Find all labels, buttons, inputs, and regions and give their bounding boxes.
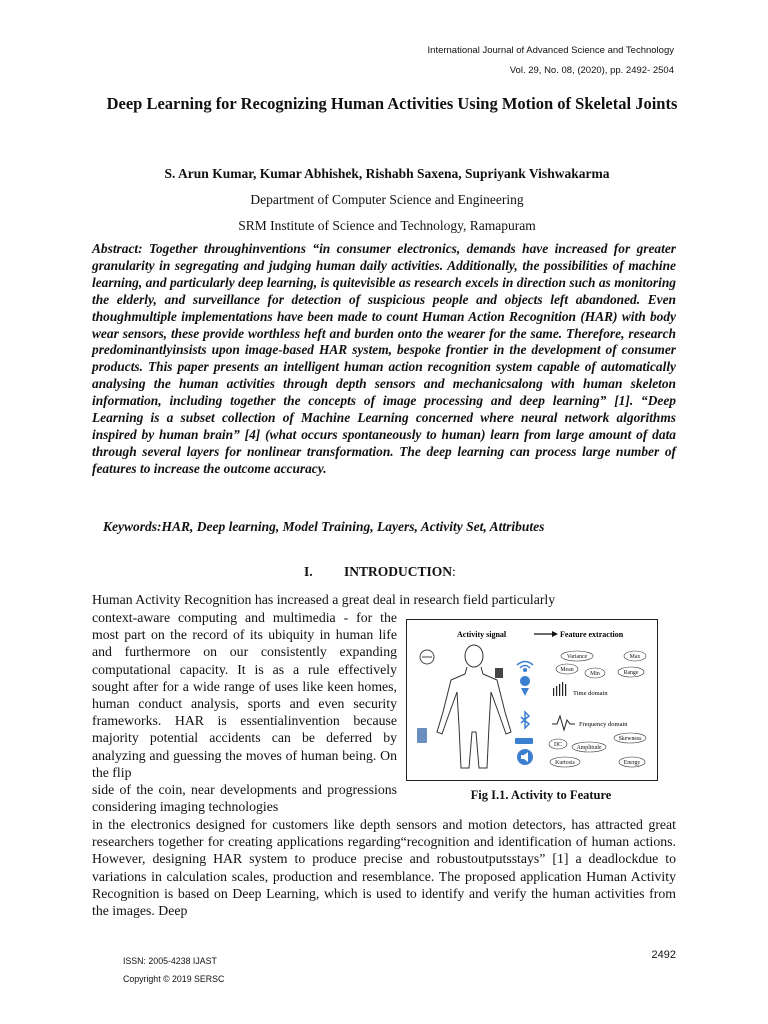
wifi-icon	[517, 662, 533, 672]
svg-text:Variance: Variance	[566, 654, 588, 660]
paper-title: Deep Learning for Recognizing Human Activities Using Motion of Skeletal Joints	[106, 94, 678, 113]
section-heading	[304, 564, 456, 580]
abstract-text: Abstract: Together throughinventions “in consumer electronics, demands have increased for greater granularity in segregating and judging human daily activities. Additionally, the possibilities of machine learning, and particularly deep learning, is quitevisible as research excels in direction such as monitoring the elderly, and surveillance for detection of suspicious people and objects left abandoned. Even thoughmultiple implementations have been made to count Human Action Recognition (HAR) with body wear sensors, these provide worthless heft and burden onto the wearer for the same. Therefore, research predominantlyinsists upon image-based HAR system, bespoke frontier in the development of consumer products. This paper presents an intelligent human action recognition system capable of automatically analysing the human activities through depth sensors and mechanicsalong with human skeleton information, including together the concepts of image processing and deep learning” [1]. “Deep Learning is a subset collection of Machine Learning concerned where neural network algorithms inspired by human brain” [4] (what occurs spontaneously to human) learn from large amount of data through several layers for nonlinear transformation. The deep learning can process large number of features to increase the outcome accuracy.	[92, 241, 676, 476]
page-number: 2492	[651, 949, 676, 961]
intro-paragraph-column-end: side of the coin, near developments and progressions considering imaging technologies	[92, 782, 397, 815]
svg-text:Range: Range	[623, 670, 639, 676]
time-domain-label: Time domain	[573, 690, 608, 697]
figure-caption: Fig I.1. Activity to Feature	[470, 788, 612, 802]
intro-paragraph-continued: in the electronics designed for customers like depth sensors and motion detectors, has attracted great researchers together for creating applications regarding“recognition and identification of human actions. However, designing HAR system to produce precise and robustoutputsstays” [1] a deadlockdue to variations in calculation scales, production and resemblance. The proposed application Human Activity Recognition is based on Deep Learning, which is used to identify and verify the human activities from the images. Deep	[92, 817, 676, 919]
affiliation-institute: SRM Institute of Science and Technology, Ramapuram	[238, 218, 536, 233]
shoe-sensor-icon	[515, 738, 533, 744]
phone-icon	[417, 728, 427, 743]
journal-name: International Journal of Advanced Science and Technology	[427, 45, 674, 56]
human-body-outline	[437, 645, 511, 768]
footer-copyright: Copyright © 2019 SERSC	[123, 974, 225, 984]
svg-text:Mean: Mean	[560, 667, 574, 673]
keywords-line: Keywords:HAR, Deep learning, Model Training, Layers, Activity Set, Attributes	[103, 519, 545, 534]
body-sensor-icon	[495, 668, 503, 678]
svg-text:Max: Max	[629, 654, 641, 660]
waveform-icon	[552, 716, 575, 730]
volume-info: Vol. 29, No. 08, (2020), pp. 2492- 2504	[509, 65, 674, 76]
bluetooth-icon	[521, 712, 529, 728]
location-icon	[520, 676, 530, 696]
fig-feature-label: Feature extraction	[560, 630, 624, 639]
fig-activity-label: Activity signal	[457, 630, 507, 639]
activity-feature-figure	[406, 619, 658, 781]
frequency-domain-label: Frequency domain	[579, 721, 628, 728]
section-colon: :	[452, 564, 456, 579]
author-list: S. Arun Kumar, Kumar Abhishek, Rishabh Saxena, Supriyank Vishwakarma	[164, 166, 610, 181]
audio-icon	[517, 749, 533, 765]
svg-text:Energy: Energy	[623, 760, 641, 766]
affiliation-department: Department of Computer Science and Engineering	[250, 192, 524, 207]
feature-bubbles	[556, 651, 646, 678]
glasses-icon	[420, 650, 434, 664]
svg-text:Amplitude: Amplitude	[576, 745, 602, 751]
svg-text:Min: Min	[590, 671, 600, 677]
feature-bubbles-lower	[549, 733, 646, 767]
section-title: INTRODUCTION	[344, 564, 453, 579]
svg-text:Skewness: Skewness	[618, 736, 642, 742]
intro-paragraph-line1: Human Activity Recognition has increased a great deal in research field particularly	[92, 592, 556, 607]
footer-issn: ISSN: 2005-4238 IJAST	[123, 956, 217, 966]
svg-text:Kurtosis: Kurtosis	[555, 760, 575, 766]
intro-paragraph-column: context-aware computing and multimedia - for the most part on the record of its ubiquity in human life and furthermore on our consistently expanding computational capacity. It is as a rule effectively sought after for a wide range of uses like keen homes, human conduct analysis, sports and even security frameworks. HAR is essentialinvention because majority potential accidents can be deferred by analyzing and guessing the moves of human being. On the flip	[92, 610, 397, 780]
time-domain-bars	[553, 682, 566, 696]
svg-text:DC: DC	[553, 742, 563, 748]
section-number: I.	[304, 564, 313, 579]
fig-arrowhead	[552, 631, 558, 637]
